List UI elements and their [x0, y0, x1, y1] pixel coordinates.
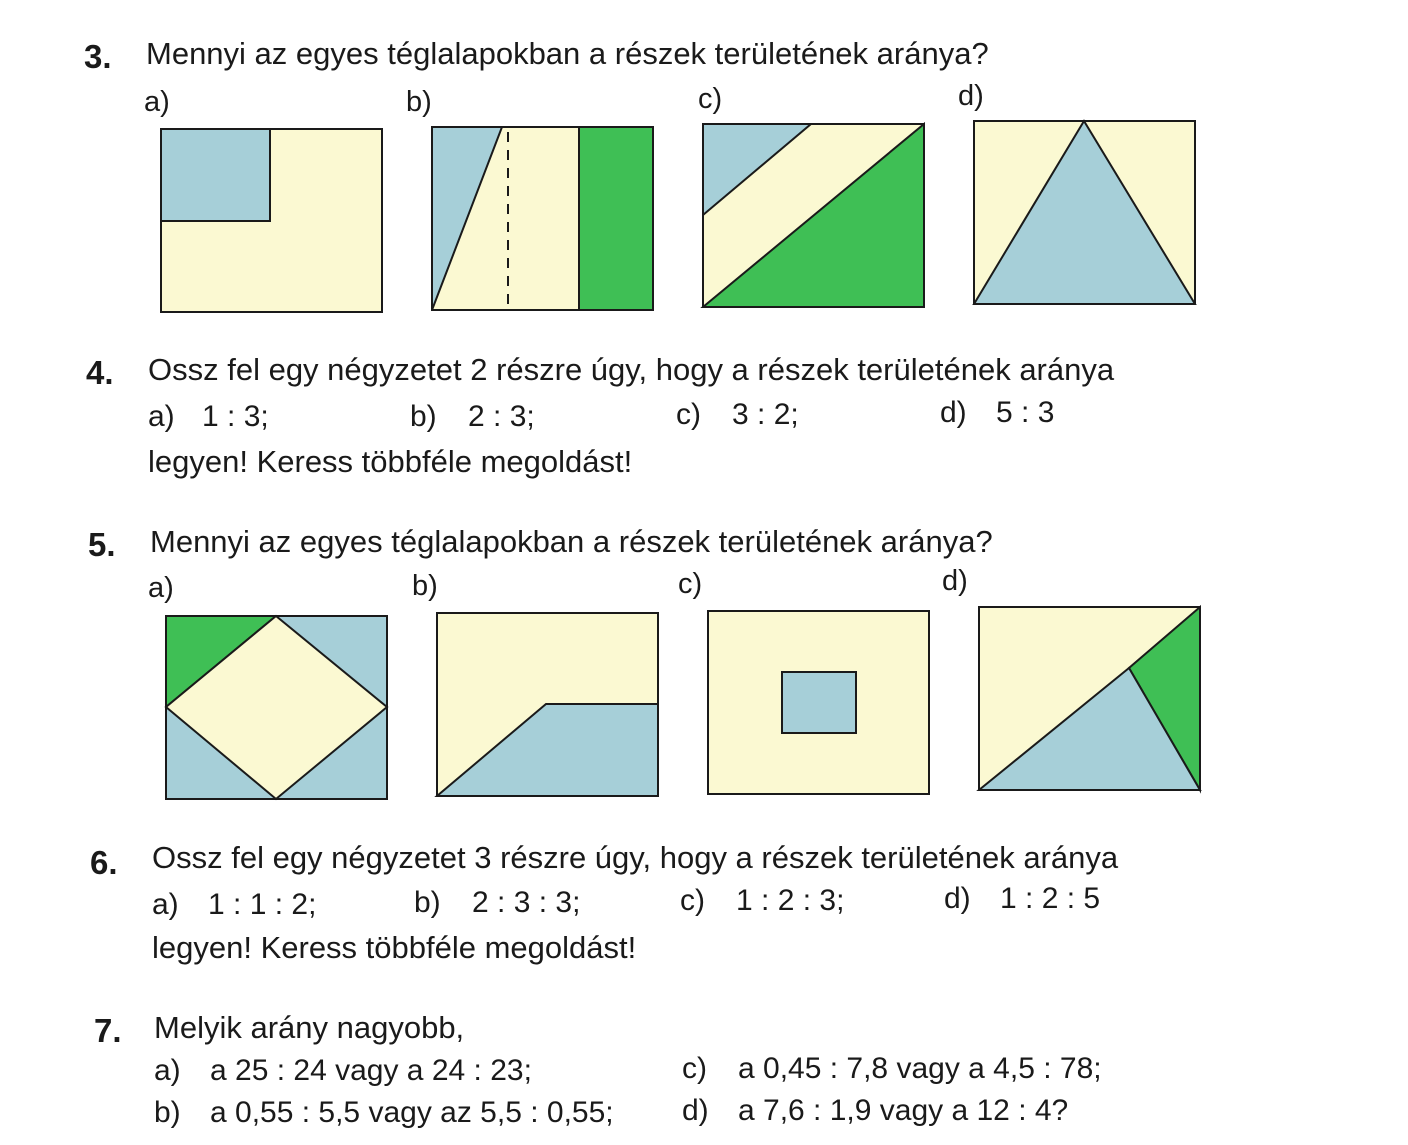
- problem-3-label-a: a): [144, 86, 170, 118]
- problem-7-option-c-value: a 0,45 : 7,8 vagy a 4,5 : 78;: [738, 1052, 1102, 1085]
- problem-3-label-d: d): [958, 80, 984, 112]
- figure-5d: [978, 606, 1202, 792]
- problem-7-option-a-value: a 25 : 24 vagy a 24 : 23;: [210, 1054, 532, 1087]
- problem-7-option-a-label: a): [154, 1054, 181, 1087]
- figure-3d: [973, 120, 1197, 306]
- figure-3a: [160, 128, 384, 314]
- problem-4-number: 4.: [86, 354, 114, 391]
- problem-4-option-b-value: 2 : 3;: [468, 400, 535, 433]
- problem-3-label-c: c): [698, 83, 723, 115]
- problem-3-text: Mennyi az egyes téglalapokban a részek területének aránya?: [146, 36, 989, 71]
- problem-7-text: Melyik arány nagyobb,: [154, 1010, 465, 1045]
- problem-6-option-b-value: 2 : 3 : 3;: [472, 886, 581, 919]
- problem-6-closing: legyen! Keress többféle megoldást!: [152, 930, 637, 965]
- figure-3c: [702, 123, 926, 309]
- problem-4-option-d-value: 5 : 3: [996, 396, 1055, 429]
- problem-4-closing: legyen! Keress többféle megoldást!: [148, 444, 633, 479]
- problem-4-option-c-label: c): [676, 398, 701, 431]
- problem-7-number: 7.: [94, 1012, 122, 1049]
- problem-5-label-b: b): [412, 570, 438, 602]
- problem-5-label-c: c): [678, 568, 703, 600]
- problem-7-option-d-label: d): [682, 1094, 709, 1127]
- figure-5c: [707, 610, 931, 796]
- figure-3b: [431, 126, 655, 312]
- problem-5-label-a: a): [148, 572, 174, 604]
- problem-4-option-a-value: 1 : 3;: [202, 400, 269, 433]
- problem-6-text: Ossz fel egy négyzetet 3 részre úgy, hogy a részek területének aránya: [152, 840, 1119, 875]
- problem-3-number: 3.: [84, 38, 112, 75]
- problem-7-option-c-label: c): [682, 1052, 707, 1085]
- problem-4-option-d-label: d): [940, 396, 967, 429]
- problem-6-option-c-label: c): [680, 884, 705, 917]
- figure-5a: [165, 615, 389, 801]
- problem-5-label-d: d): [942, 565, 968, 597]
- problem-5-number: 5.: [88, 526, 116, 563]
- problem-6-option-a-value: 1 : 1 : 2;: [208, 888, 317, 921]
- problem-4-text: Ossz fel egy négyzetet 2 részre úgy, hogy a részek területének aránya: [148, 352, 1115, 387]
- problem-6-option-a-label: a): [152, 888, 179, 921]
- problem-3-label-b: b): [406, 86, 432, 118]
- problem-6-option-c-value: 1 : 2 : 3;: [736, 884, 845, 917]
- problem-6-option-d-value: 1 : 2 : 5: [1000, 882, 1101, 915]
- problem-7-option-b-label: b): [154, 1096, 181, 1129]
- figure-5b: [436, 612, 660, 798]
- problem-7-option-d-value: a 7,6 : 1,9 vagy a 12 : 4?: [738, 1094, 1069, 1127]
- problem-7-option-b-value: a 0,55 : 5,5 vagy az 5,5 : 0,55;: [210, 1096, 614, 1129]
- problem-5-text: Mennyi az egyes téglalapokban a részek területének aránya?: [150, 524, 993, 559]
- problem-4-option-b-label: b): [410, 400, 437, 433]
- problem-4-option-a-label: a): [148, 400, 175, 433]
- problem-6-option-d-label: d): [944, 882, 971, 915]
- problem-4-option-c-value: 3 : 2;: [732, 398, 799, 431]
- problem-6-option-b-label: b): [414, 886, 441, 919]
- problem-6-number: 6.: [90, 844, 118, 881]
